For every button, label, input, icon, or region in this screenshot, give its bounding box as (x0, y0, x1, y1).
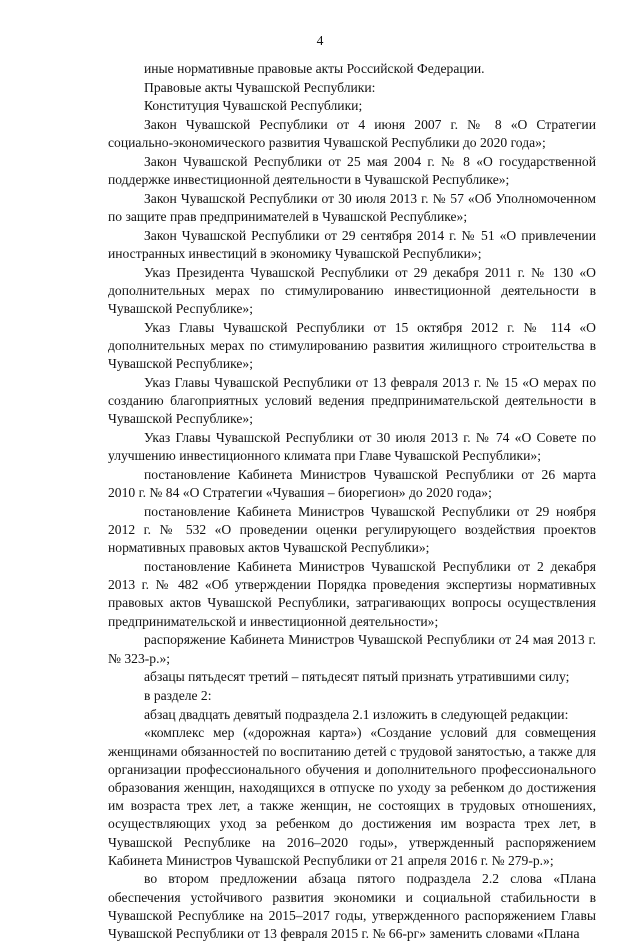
document-paragraph: постановление Кабинета Министров Чувашской Республики от 2 декабря 2013 г. № 482 «Об утверждении Порядка проведения экспертизы нормативных правовых актов Чувашской Республики, затрагивающих вопросы осуществления предпринимательской и инвестиционной деятельности»; (108, 558, 596, 629)
document-paragraph: постановление Кабинета Министров Чувашской Республики от 29 ноября 2012 г. № 532 «О проведении оценки регулирующего воздействия проектов нормативных правовых актов Чувашской Республики»; (108, 503, 596, 556)
document-paragraph: Указ Главы Чувашской Республики от 30 июля 2013 г. № 74 «О Совете по улучшению инвестиционного климата при Главе Чувашской Республики»; (108, 430, 596, 464)
document-paragraph: Закон Чувашской Республики от 25 мая 2004 г. № 8 «О государственной поддержке инвестиционной деятельности в Чувашской Республике»; (108, 154, 596, 188)
document-paragraph: абзац двадцать девятый подраздела 2.1 изложить в следующей редакции: (144, 706, 569, 722)
document-paragraph: постановление Кабинета Министров Чувашской Республики от 26 марта 2010 г. № 84 «О Стратегии «Чувашия – биорегион» до 2020 года»; (108, 466, 596, 501)
document-paragraph: Закон Чувашской Республики от 4 июня 2007 г. № 8 «О Стратегии социально-экономического развития Чувашской Республики до 2020 года»; (108, 117, 596, 151)
document-paragraph: Закон Чувашской Республики от 29 сентября 2014 г. № 51 «О привлечении иностранных инвестиций в экономику Чувашской Республики»; (108, 227, 596, 262)
document-paragraph: Указ Президента Чувашской Республики от 29 декабря 2011 г. № 130 «О дополнительных мерах по стимулированию инвестиционной деятельности в Чувашской Республике»; (108, 264, 596, 317)
document-paragraph: иные нормативные правовые акты Российской Федерации. (144, 61, 485, 76)
document-paragraph: абзацы пятьдесят третий – пятьдесят пятый признать утратившими силу; (144, 669, 570, 685)
document-paragraph: во втором предложении абзаца пятого подраздела 2.2 слова «Плана обеспечения устойчивого развития экономики и социальной стабильности в Чувашской Республике на 2015–2017 годы, утвержденного распоряжением Главы Чувашской Республики от 13 февраля 2015 г. № 66-рг» заменить словами «Плана (108, 871, 596, 942)
document-paragraph: Правовые акты Чувашской Республики: (144, 79, 376, 95)
document-paragraph: Указ Главы Чувашской Республики от 15 октября 2012 г. № 114 «О дополнительных мерах по стимулированию развития жилищного строительства в Чувашской Республике»; (108, 319, 596, 372)
document-paragraph: в разделе 2: (144, 687, 212, 703)
document-body (108, 60, 596, 943)
document-paragraph: Закон Чувашской Республики от 30 июля 2013 г. № 57 «Об Уполномоченном по защите прав предпринимателей в Чувашской Республике»; (108, 190, 596, 225)
document-paragraph: Указ Главы Чувашской Республики от 13 февраля 2013 г. № 15 «О мерах по созданию благоприятных условий ведения предпринимательской деятельности в Чувашской Республике»; (108, 374, 596, 427)
document-paragraph: Конституция Чувашской Республики; (144, 98, 363, 114)
page-number: 4 (316, 33, 324, 48)
document-paragraph: «комплекс мер («дорожная карта») «Создание условий для совмещения женщинами обязанностей по воспитанию детей с трудовой занятостью, а также для организации профессионального обучения и дополнительного профессионального образования женщин, находящихся в отпуске по уходу за ребенком до достижения им возраста трех лет, а также женщин, не состоящих в трудовых отношениях, осуществляющих уход за ребенком до достижения им возраста трех лет, в Чувашской Республике на 2016–2020 годы», утвержденный распоряжением Кабинета Министров Чувашской Республики от 21 апреля 2016 г. № 279-р.»; (108, 725, 596, 868)
document-paragraph: распоряжение Кабинета Министров Чувашской Республики от 24 мая 2013 г. № 323-р.»; (108, 632, 596, 666)
